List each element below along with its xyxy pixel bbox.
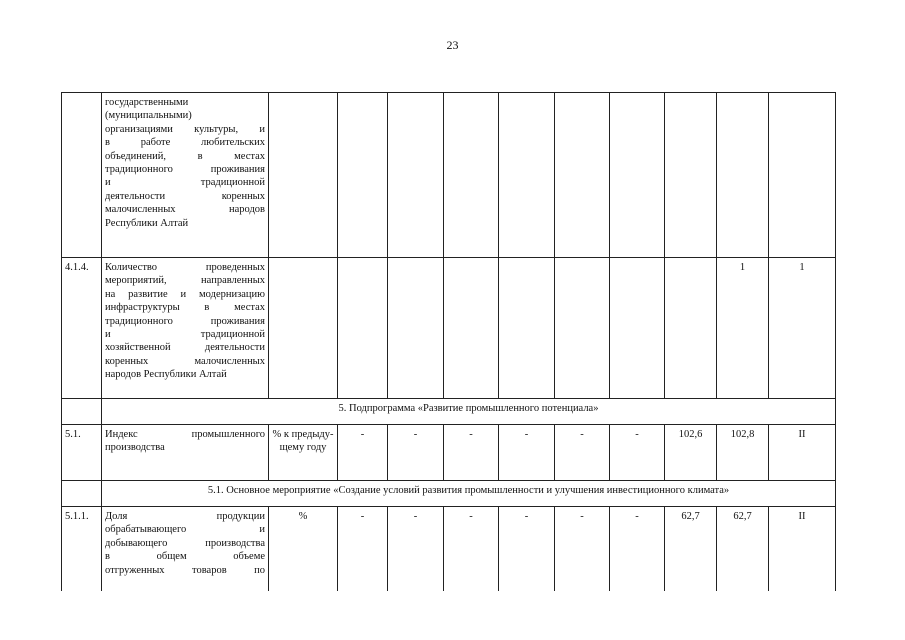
stage-cell: II (769, 507, 836, 591)
value-cell (610, 93, 665, 258)
page-number: 23 (446, 38, 459, 52)
subprogram-heading: 5. Подпрограмма «Развитие промышленного потенциала» (102, 399, 836, 425)
value-cell: 102,8 (717, 425, 769, 481)
value-cell (499, 258, 555, 399)
unit-cell: % (269, 507, 338, 591)
value-cell: 62,7 (717, 507, 769, 591)
unit-cell (269, 93, 338, 258)
value-cell (665, 258, 717, 399)
value-cell (555, 93, 610, 258)
value-cell: - (444, 507, 499, 591)
table-row (62, 258, 836, 399)
value-cell (338, 258, 388, 399)
value-cell (499, 93, 555, 258)
indicator-name-line: в работе любительских (105, 137, 265, 149)
indicator-name-line: хозяйственной деятельности (105, 342, 265, 354)
indicator-name-line: коренных малочисленных (105, 355, 265, 367)
value-cell: 1 (717, 258, 769, 399)
value-cell: - (555, 425, 610, 481)
indicator-name-line: отгруженных товаров по (105, 564, 265, 576)
table-row (62, 425, 836, 481)
value-cell (388, 93, 444, 258)
value-cell (444, 258, 499, 399)
indicator-name-line: и традиционной (105, 177, 265, 189)
indicator-name-line: Доля продукции (105, 511, 265, 522)
value-cell: - (338, 425, 388, 481)
indicator-name-line: малочисленных народов (105, 204, 265, 216)
value-cell: 102,6 (665, 425, 717, 481)
indicator-name-line: (муниципальными) (105, 110, 192, 122)
indicator-name-line: Количество проведенных (105, 262, 265, 273)
indicator-name-line: объединений, в местах (105, 150, 265, 162)
value-cell (338, 93, 388, 258)
value-cell: - (388, 507, 444, 591)
value-cell: - (610, 425, 665, 481)
indicator-name-line: добывающего производства (105, 537, 265, 549)
row-number (62, 93, 102, 258)
main-activity-heading: 5.1. Основное мероприятие «Создание условий развития промышленности и улучшения инвестиционного климата» (102, 481, 836, 507)
table-row (62, 93, 836, 258)
value-cell (444, 93, 499, 258)
section-row (62, 399, 836, 425)
row-number (62, 399, 102, 425)
value-cell: - (444, 425, 499, 481)
row-number: 4.1.4. (62, 258, 102, 399)
value-cell: 62,7 (665, 507, 717, 591)
value-cell (388, 258, 444, 399)
indicator-name-line: народов Республики Алтай (105, 369, 227, 381)
row-number (62, 481, 102, 507)
value-cell: - (499, 425, 555, 481)
indicator-name-line: инфраструктуры в местах (105, 302, 265, 314)
value-cell: - (610, 507, 665, 591)
indicator-name-line: мероприятий, направленных (105, 275, 265, 287)
row-number: 5.1. (62, 425, 102, 481)
stage-cell (769, 93, 836, 258)
indicator-name-line: обрабатывающего и (105, 524, 265, 536)
value-cell: - (338, 507, 388, 591)
table-row (62, 507, 836, 591)
indicator-name-line: Республики Алтай (105, 217, 189, 229)
stage-cell: II (769, 425, 836, 481)
unit-cell: % к предыду-щему году (269, 425, 338, 481)
row-number: 5.1.1. (62, 507, 102, 591)
indicator-name-line: деятельности коренных (105, 190, 265, 202)
indicator-name-line: государственными (105, 97, 189, 108)
indicator-name-line: и традиционной (105, 329, 265, 341)
indicator-name-line: традиционного проживания (105, 315, 265, 327)
indicator-table (61, 92, 836, 591)
value-cell (665, 93, 717, 258)
indicator-name-line: традиционного проживания (105, 164, 265, 176)
indicator-name-line: на развитие и модернизацию (105, 288, 265, 300)
value-cell (717, 93, 769, 258)
value-cell (555, 258, 610, 399)
indicator-name (102, 258, 269, 399)
indicator-name-line: Индекс промышленного (105, 429, 265, 440)
indicator-name-line: организациями культуры, и (105, 123, 265, 135)
value-cell (610, 258, 665, 399)
value-cell: - (555, 507, 610, 591)
value-cell: 1 (769, 258, 836, 399)
indicator-name (102, 507, 269, 591)
indicator-name-line: в общем объеме (105, 551, 265, 563)
indicator-name (102, 425, 269, 481)
indicator-name-line: производства (105, 442, 165, 454)
section-row (62, 481, 836, 507)
value-cell: - (499, 507, 555, 591)
unit-cell (269, 258, 338, 399)
value-cell: - (388, 425, 444, 481)
indicator-name (102, 93, 269, 258)
